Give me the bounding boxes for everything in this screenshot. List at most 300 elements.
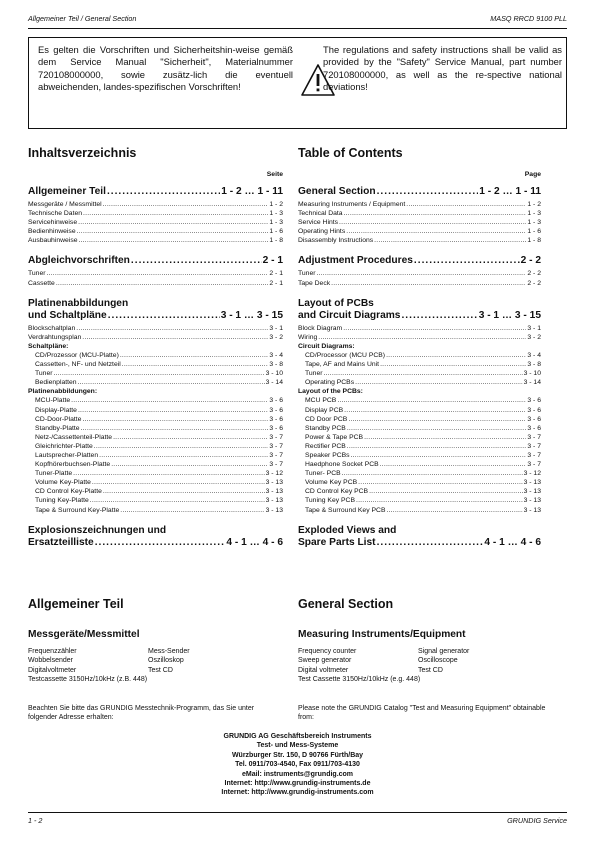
toc-entry [28,496,283,505]
toc-section-title: Spare Parts List [298,536,376,548]
equipment-subtitle-german: Messgeräte/Messmittel [28,629,140,640]
toc-entry-title: Technische Daten [28,210,83,218]
toc-entry-page: 3 - 2 [527,333,541,341]
toc-section-entry [298,537,541,549]
toc-leader-dots [90,496,265,505]
toc-entry [28,279,283,288]
toc-leader-dots [111,460,268,469]
toc-section-pages: 4 - 1 … 4 - 6 [226,536,283,548]
toc-entry-title: Tuner [28,270,46,278]
toc-entry [298,227,541,236]
toc-leader-dots [81,424,269,433]
toc-section-pages: 2 - 1 [262,255,283,267]
toc-leader-dots [78,378,265,387]
toc-entry-title: Ausbauhinweise [28,237,78,245]
toc-entry-title: Standby PCB [305,424,346,432]
toc-gap [28,515,283,521]
general-title-english: General Section [298,597,394,611]
toc-entry-title: Tape & Surround Key-Platte [35,506,120,514]
toc-entry-title: Volume Key PCB [305,479,358,487]
toc-entry-page: 1 - 3 [269,210,283,218]
toc-leader-dots [120,351,269,360]
toc-leader-dots [103,200,269,209]
safety-notice-english: The regulations and safety instructions shall be valid as provided by the "Safety" Service Manual, part number 720108000000, as well as the re-spective national deviations! [323,44,562,92]
toc-entry-page: 1 - 8 [269,237,283,245]
toc-leader-dots [82,333,268,342]
toc-leader-dots [374,236,526,245]
toc-leader-dots [79,236,269,245]
toc-leader-dots [344,406,526,415]
toc-leader-dots [401,310,477,322]
header-model: MASQ RRCD 9100 PLL [490,14,567,23]
equipment-row [28,656,278,665]
toc-entry-page: 3 - 6 [269,406,283,414]
toc-entry [298,369,541,378]
toc-entry-title: Haedphone Socket PCB [305,461,379,469]
toc-entry [298,424,541,433]
toc-entry-title: Block Diagram [298,324,343,332]
toc-leader-dots [343,324,526,333]
toc-leader-dots [54,369,265,378]
equipment-item: Frequency counter [298,648,357,655]
toc-section-entry [298,186,541,198]
toc-entry-title: Tape, AF and Mains Unit [305,361,380,369]
address-line: eMail: instruments@grundig.com [241,770,354,778]
toc-entry [298,360,541,369]
toc-leader-dots [56,279,269,288]
toc-entry-page: 3 - 13 [265,479,283,487]
toc-entry-title: Messgeräte / Messmittel [28,201,102,208]
toc-entry-page: 3 - 12 [265,470,283,478]
address-line: GRUNDIG AG Geschäftsbereich Instruments [223,733,372,740]
equipment-item: Digital voltmeter [298,666,349,674]
address-line: Internet: http://www.grundig-instruments.com [221,789,374,797]
toc-leader-dots [94,442,269,451]
equipment-subtitle-english: Measuring Instruments/Equipment [298,629,466,640]
toc-entry [28,269,283,278]
toc-entry-title: Power & Tape PCB [305,433,364,441]
toc-entry [28,324,283,333]
toc-entry-page: 3 - 13 [523,488,541,496]
equipment-item: Signal generator [418,648,470,655]
toc-entry [28,200,283,209]
toc-entry-title: Tuner- PCB [305,470,341,478]
toc-entry [298,279,541,288]
toc-section-heading: Explosionszeichnungen und [28,524,167,536]
toc-entry-title: Standby-Platte [35,424,80,432]
toc-leader-dots [47,269,269,278]
equipment-item: Oszilloskop [148,657,184,665]
toc-subheading: Layout of the PCBs: [298,388,363,396]
toc-section-entry [298,310,541,322]
toc-entry-page: 3 - 13 [265,497,283,505]
toc-gap [28,288,283,294]
toc-leader-dots [92,478,265,487]
toc-entry-title: Volume Key-Platte [35,479,91,487]
toc-entry [28,506,283,515]
toc-entry-title: Display-Platte [35,406,77,414]
toc-section-entry [28,255,283,267]
equipment-row [28,666,278,675]
toc-leader-dots [122,360,269,369]
toc-entry-page: 3 - 10 [265,370,283,378]
toc-entry-page: 1 - 2 [527,201,541,208]
toc-leader-dots [358,478,522,487]
toc-leader-dots [82,415,268,424]
toc-leader-dots [71,396,268,405]
equipment-item: Test Cassette 3150Hz/10kHz (e.g. 448) [298,676,421,684]
toc-leader-dots [386,506,522,515]
toc-gap [28,245,283,251]
address-line: Internet: http://www.grundig-instruments.de [224,780,371,788]
toc-entry [298,351,541,360]
toc-section-title: Ersatzteilliste [28,536,94,548]
toc-entry-page: 3 - 6 [527,406,541,414]
toc-entry-title: CD Door PCB [305,415,348,423]
toc-section-pages: 1 - 2 … 1 - 11 [221,186,283,197]
toc-subheading: Circuit Diagrams: [298,342,355,350]
toc-entry-page: 3 - 1 [527,324,541,332]
equipment-item: Wobbelsender [28,657,74,665]
toc-leader-dots [113,433,268,442]
equipment-row [298,656,548,665]
toc-entry-page: 1 - 6 [269,228,283,236]
toc-entry [28,236,283,245]
toc-entry-page: 3 - 8 [269,361,283,369]
toc-entry [298,478,541,487]
toc-entry [28,478,283,487]
equipment-item: Oscilloscope [418,657,458,665]
header-rule [28,28,567,29]
toc-entry-title: Verdrahtungsplan [28,333,82,341]
toc-leader-dots [346,227,526,236]
toc-entry-title: Tuner [305,370,323,378]
toc-entry-title: CD-Door-Platte [35,415,82,423]
toc-entry-title: Tuner [35,370,53,378]
toc-page-label: Seite [266,171,283,178]
toc-section-heading: Exploded Views and [298,524,397,536]
toc-section-pages: 4 - 1 … 4 - 6 [484,536,541,548]
toc-entry [298,333,541,342]
toc-entry [28,442,283,451]
footer-brand: GRUNDIG Service [507,816,567,825]
toc-entry [28,378,283,387]
toc-entry-page: 1 - 6 [527,228,541,236]
toc-leader-dots [348,415,526,424]
contact-address [28,732,567,798]
toc-entry-page: 1 - 2 [269,201,283,208]
toc-entry-page: 3 - 8 [527,361,541,369]
toc-entry [298,415,541,424]
toc-leader-dots [344,209,527,218]
toc-german [28,146,283,551]
toc-entry [28,360,283,369]
toc-entry-page: 3 - 13 [523,479,541,487]
toc-entry-title: Display PCB [305,406,344,414]
toc-entry-title: Disassembly Instructions [298,237,374,245]
toc-entry [28,227,283,236]
toc-entry [28,396,283,405]
toc-entry-title: Lautsprecher-Platten [35,451,99,459]
toc-entry-title: Cassette [28,279,55,287]
toc-entry-title: CD/Processor (MCU PCB) [305,351,386,359]
toc-leader-dots [414,255,520,267]
toc-entry-title: Tape Deck [298,279,331,287]
equipment-item: Frequenzzähler [28,648,77,655]
toc-leader-dots [351,451,527,460]
toc-entry [298,406,541,415]
toc-leader-dots [337,396,526,405]
toc-entry-page: 1 - 3 [527,210,541,218]
toc-entry-page: 3 - 13 [523,506,541,514]
toc-leader-dots [347,424,527,433]
toc-subheading: Schaltpläne: [28,342,69,350]
toc-entry-page: 3 - 6 [269,415,283,423]
footer-rule [28,812,567,813]
toc-entry [28,433,283,442]
toc-section-title: Abgleichvorschriften [28,255,130,267]
toc-entry-title: CD Control Key PCB [305,488,369,496]
toc-entry-page: 3 - 13 [265,506,283,514]
toc-entry-page: 3 - 6 [269,397,283,405]
toc-leader-dots [386,351,526,360]
toc-leader-dots [78,218,268,227]
toc-entry-page: 3 - 6 [527,415,541,423]
catalog-note-german: Beachten Sie bitte das GRUNDIG Messtechnik-Programm, das Sie unter folgender Adresse erhalten: [28,705,255,722]
toc-entry-page: 3 - 13 [265,488,283,496]
toc-entry-title: Operating PCBs [305,379,355,387]
toc-entry-title: Tuner [298,270,316,278]
toc-leader-dots [317,269,527,278]
toc-section-title: Adjustment Procedures [298,255,413,267]
toc-leader-dots [108,310,220,322]
toc-entry-page: 3 - 12 [523,470,541,478]
toc-entry-title: Tuner-Platte [35,470,73,478]
toc-section-pages: 3 - 1 … 3 - 15 [220,309,283,321]
toc-entry-page: 3 - 14 [265,379,283,387]
toc-section-entry [28,310,283,322]
toc-leader-dots [324,369,523,378]
toc-section-pages: 1 - 2 … 1 - 11 [479,186,541,197]
toc-entry-page: 3 - 1 [269,324,283,332]
toc-entry-title: Blockschaltplan [28,324,76,332]
toc-leader-dots [77,227,269,236]
toc-entry-page: 3 - 4 [527,351,541,359]
toc-entry [298,442,541,451]
toc-entry-page: 2 - 1 [269,270,283,278]
toc-entry-page: 3 - 7 [269,451,283,459]
toc-entry-page: 3 - 6 [269,424,283,432]
equipment-row [298,675,548,684]
toc-leader-dots [78,406,268,415]
toc-entry-title: MCU PCB [305,397,337,405]
toc-entry [28,469,283,478]
general-title-german: Allgemeiner Teil [28,597,124,611]
toc-entry-title: Service Hints [298,219,339,227]
toc-entry-title: Rectifier PCB [305,442,346,450]
toc-entry-page: 3 - 6 [527,424,541,432]
toc-title: Inhaltsverzeichnis [28,146,137,160]
toc-entry [298,451,541,460]
equipment-item: Test CD [148,666,173,674]
toc-leader-dots [99,451,268,460]
toc-entry-page: 2 - 2 [527,279,541,287]
toc-leader-dots [131,255,262,267]
toc-leader-dots [73,469,264,478]
toc-entry [298,209,541,218]
toc-leader-dots [377,186,479,198]
toc-gap [298,288,541,294]
toc-entry-title: Tuning Key-Platte [35,497,89,505]
toc-entry [298,433,541,442]
toc-entry [28,451,283,460]
toc-entry-page: 1 - 8 [527,237,541,245]
toc-section-entry [28,537,283,549]
toc-entry-title: Gleichrichter-Platte [35,442,93,450]
toc-entry-title: CD Control Key-Platte [35,488,102,496]
toc-entry [28,218,283,227]
toc-entry-page: 3 - 7 [527,433,541,441]
toc-entry-title: Operating Hints [298,228,346,236]
toc-entry-title: Servicehinweise [28,219,78,227]
toc-entry-page: 3 - 7 [269,433,283,441]
toc-section-pages: 3 - 1 … 3 - 15 [478,309,541,321]
toc-entry [298,218,541,227]
toc-entry-page: 3 - 10 [523,370,541,378]
toc-leader-dots [107,186,220,198]
toc-entry [298,487,541,496]
toc-leader-dots [355,378,522,387]
toc-entry [28,351,283,360]
toc-leader-dots [377,537,484,549]
toc-entry [28,460,283,469]
toc-leader-dots [380,460,527,469]
toc-leader-dots [406,200,526,209]
toc-entry [28,487,283,496]
equipment-item: Sweep generator [298,657,352,665]
toc-entry [28,415,283,424]
toc-entry-title: Tuning Key PCB [305,497,355,505]
safety-notice [28,37,567,129]
toc-leader-dots [103,487,265,496]
toc-entry-title: Bedienplatten [35,379,77,387]
toc-leader-dots [95,537,226,549]
page-header [28,14,567,28]
toc-entry [298,506,541,515]
toc-entry [298,469,541,478]
toc-entry-title: Technical Data [298,210,343,218]
toc-entry [28,333,283,342]
toc-leader-dots [342,469,523,478]
toc-gap [298,245,541,251]
toc-leader-dots [318,333,526,342]
equipment-item: Digitalvoltmeter [28,666,77,674]
toc-leader-dots [380,360,526,369]
toc-entry-page: 1 - 3 [527,219,541,227]
catalog-note-english: Please note the GRUNDIG Catalog "Test and Measuring Equipment" obtainable from: [298,705,546,722]
toc-entry-title: Tape & Surround Key PCB [305,506,386,514]
toc-entry-title: Cassetten-, NF- und Netzteil [35,361,121,369]
toc-entry-page: 3 - 7 [527,442,541,450]
toc-entry-page: 2 - 2 [527,270,541,278]
toc-entry [298,396,541,405]
toc-entry-title: Speaker PCBs [305,451,350,459]
page-footer [28,816,567,826]
toc-leader-dots [76,324,268,333]
toc-entry-page: 2 - 1 [269,279,283,287]
toc-section-title: and Circuit Diagrams [298,309,401,321]
toc-leader-dots [83,209,268,218]
toc-entry [28,369,283,378]
toc-entry-title: CD/Prozessor (MCU-Platte) [35,351,119,359]
toc-entry [298,460,541,469]
toc-section-title: Allgemeiner Teil [28,186,106,197]
equipment-list-german [28,647,278,685]
toc-leader-dots [347,442,527,451]
toc-entry-title: Bedienhinweise [28,228,76,236]
toc-entry [298,324,541,333]
safety-notice-german: Es gelten die Vorschriften und Sicherheitshin-weise gemäß dem Service Manual "Sicherheit", Materialnummer 720108000000, sowie zusätz-lich die eventuell abweichenden, landes-spezifischen Vorschriften! [38,44,293,92]
page-number: 1 - 2 [28,816,43,825]
toc-section-entry [298,255,541,267]
equipment-row [298,666,548,675]
toc-entry-page: 3 - 6 [527,397,541,405]
toc-entry [28,424,283,433]
toc-entry-page: 3 - 4 [269,351,283,359]
address-line: Test- und Mess-Systeme [256,742,339,750]
toc-entry-page: 3 - 13 [523,497,541,505]
address-line: Würzburger Str. 150, D 90766 Fürth/Bay [231,751,364,759]
toc-section-entry [28,186,283,198]
toc-entry [298,378,541,387]
toc-section-heading: Layout of PCBs [298,297,374,309]
toc-section-pages: 2 - 2 [520,255,541,267]
toc-english [298,146,541,551]
equipment-row [28,647,278,656]
toc-entry-page: 3 - 7 [269,442,283,450]
toc-page-label: Page [524,171,541,178]
equipment-row [28,675,278,684]
toc-title: Table of Contents [298,146,403,160]
toc-entry [298,200,541,209]
toc-leader-dots [331,279,526,288]
equipment-list-english [298,647,548,685]
toc-entry-page: 3 - 2 [269,333,283,341]
toc-gap [298,515,541,521]
toc-entry-page: 1 - 3 [269,219,283,227]
toc-entry [28,209,283,218]
equipment-item: Mess-Sender [148,648,190,655]
toc-entry-title: Wiring [298,333,318,341]
equipment-row [298,647,548,656]
toc-leader-dots [356,496,523,505]
equipment-item: Test CD [418,666,443,674]
toc-subheading: Platinenabbildungen: [28,388,98,396]
toc-entry-title: Netz-/Cassettenteil-Platte [35,433,113,441]
toc-entry-title: MCU-Platte [35,397,71,405]
toc-entry-page: 3 - 7 [269,461,283,469]
toc-section-title: und Schaltpläne [28,309,107,321]
toc-entry [298,269,541,278]
toc-leader-dots [364,433,526,442]
toc-entry [298,496,541,505]
toc-entry [298,236,541,245]
toc-entry-title: Kopfhörerbuchsen-Platte [35,461,111,469]
address-line: Tel. 0911/703-4540, Fax 0911/703-4130 [235,761,360,769]
header-section-title: Allgemeiner Teil / General Section [28,14,137,23]
toc-leader-dots [120,506,264,515]
toc-entry [28,406,283,415]
